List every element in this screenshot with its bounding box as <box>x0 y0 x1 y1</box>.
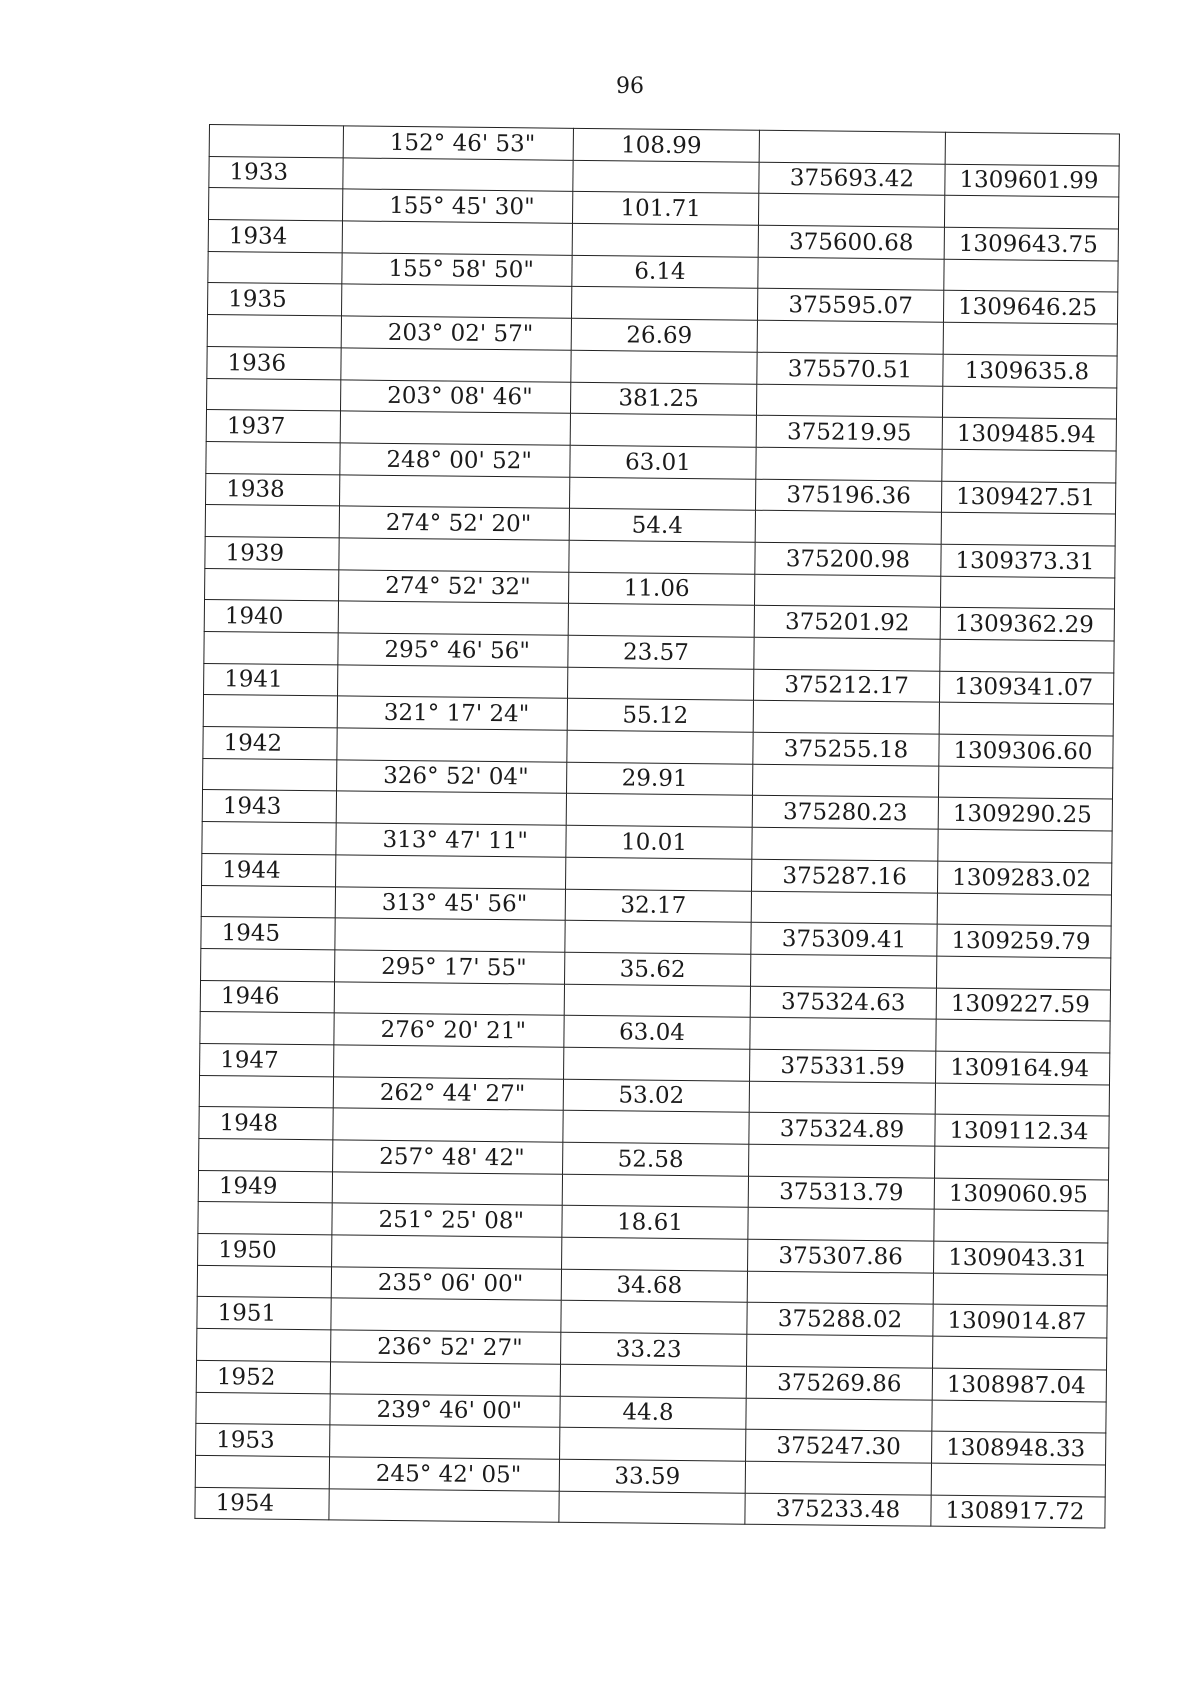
distance-cell: 35.62 <box>565 952 751 986</box>
point-cell <box>207 315 341 348</box>
northing-cell <box>751 891 937 925</box>
bearing-cell <box>343 158 573 192</box>
easting-cell <box>936 1019 1110 1053</box>
easting-cell: 1308987.04 <box>932 1368 1106 1402</box>
point-number-cell: 1941 <box>204 663 338 696</box>
point-number-cell: 1946 <box>200 980 334 1013</box>
northing-cell: 375196.36 <box>755 479 941 513</box>
bearing-cell <box>338 665 568 699</box>
bearing-cell <box>329 1488 559 1522</box>
northing-cell: 375324.89 <box>749 1113 935 1147</box>
point-number-cell: 1950 <box>198 1234 332 1267</box>
bearing-cell: 203° 08' 46" <box>341 379 571 413</box>
northing-cell: 375233.48 <box>745 1493 931 1527</box>
easting-cell <box>934 1210 1108 1244</box>
point-cell <box>203 758 337 791</box>
bearing-cell <box>336 855 566 889</box>
bearing-cell: 295° 46' 56" <box>338 633 568 667</box>
distance-cell: 23.57 <box>568 635 754 669</box>
bearing-cell: 321° 17' 24" <box>337 696 567 730</box>
distance-cell <box>568 604 754 638</box>
distance-cell <box>571 287 757 321</box>
easting-cell <box>935 1146 1109 1180</box>
bearing-cell: 155° 45' 30" <box>342 189 572 223</box>
northing-cell <box>747 1334 933 1368</box>
distance-cell: 381.25 <box>570 382 756 416</box>
northing-cell <box>749 1081 935 1115</box>
easting-cell <box>942 386 1116 420</box>
point-cell <box>208 188 342 221</box>
easting-cell: 1309164.94 <box>935 1051 1109 1085</box>
northing-cell: 375693.42 <box>759 162 945 196</box>
easting-cell <box>940 576 1114 610</box>
easting-cell: 1309643.75 <box>944 227 1118 261</box>
easting-cell: 1309362.29 <box>940 607 1114 641</box>
northing-cell <box>751 954 937 988</box>
bearing-cell <box>341 284 571 318</box>
distance-cell: 11.06 <box>568 572 754 606</box>
bearing-cell: 274° 52' 32" <box>339 570 569 604</box>
distance-cell <box>568 667 754 701</box>
point-number-cell: 1943 <box>202 790 336 823</box>
northing-cell <box>746 1398 932 1432</box>
point-number-cell: 1947 <box>200 1043 334 1076</box>
bearing-cell <box>330 1362 560 1396</box>
northing-cell: 375255.18 <box>753 732 939 766</box>
northing-cell: 375287.16 <box>752 859 938 893</box>
distance-cell: 29.91 <box>567 762 753 796</box>
easting-cell: 1309635.8 <box>943 354 1117 388</box>
bearing-cell <box>337 728 567 762</box>
bearing-cell <box>333 1108 563 1142</box>
northing-cell <box>749 1144 935 1178</box>
distance-cell: 52.58 <box>563 1142 749 1176</box>
easting-cell <box>937 893 1111 927</box>
northing-cell: 375331.59 <box>750 1049 936 1083</box>
northing-cell <box>755 510 941 544</box>
easting-cell: 1309601.99 <box>945 164 1119 198</box>
northing-cell <box>752 764 938 798</box>
easting-cell <box>945 132 1119 166</box>
easting-cell <box>944 259 1118 293</box>
point-cell <box>201 948 335 981</box>
easting-cell <box>942 449 1116 483</box>
point-number-cell: 1949 <box>198 1170 332 1203</box>
easting-cell <box>939 703 1113 737</box>
point-number-cell: 1951 <box>197 1297 331 1330</box>
point-cell <box>208 251 342 284</box>
bearing-cell: 236° 52' 27" <box>331 1330 561 1364</box>
northing-cell: 375288.02 <box>747 1303 933 1337</box>
distance-cell <box>573 160 759 194</box>
point-number-cell: 1937 <box>206 410 340 443</box>
distance-cell <box>566 857 752 891</box>
point-cell <box>203 695 337 728</box>
easting-cell <box>931 1463 1105 1497</box>
easting-cell <box>935 1083 1109 1117</box>
point-cell <box>205 505 339 538</box>
point-number-cell: 1940 <box>204 600 338 633</box>
point-cell <box>204 631 338 664</box>
distance-cell: 63.04 <box>564 1016 750 1050</box>
bearing-cell: 276° 20' 21" <box>334 1013 564 1047</box>
distance-cell: 26.69 <box>571 318 757 352</box>
point-cell <box>200 1012 334 1045</box>
easting-cell: 1308948.33 <box>932 1431 1106 1465</box>
distance-cell <box>569 540 755 574</box>
northing-cell: 375269.86 <box>746 1366 932 1400</box>
point-number-cell: 1938 <box>206 473 340 506</box>
distance-cell <box>562 1174 748 1208</box>
page-number-wrapper <box>0 74 1200 99</box>
distance-cell: 53.02 <box>563 1079 749 1113</box>
northing-cell <box>752 827 938 861</box>
distance-cell: 10.01 <box>566 825 752 859</box>
easting-cell: 1309227.59 <box>936 988 1110 1022</box>
easting-cell <box>941 512 1115 546</box>
northing-cell: 375313.79 <box>748 1176 934 1210</box>
bearing-cell <box>332 1235 562 1269</box>
point-number-cell: 1944 <box>202 853 336 886</box>
distance-cell: 54.4 <box>569 509 755 543</box>
northing-cell <box>756 447 942 481</box>
northing-cell <box>756 384 942 418</box>
bearing-cell: 326° 52' 04" <box>337 760 567 794</box>
northing-cell: 375309.41 <box>751 922 937 956</box>
northing-cell: 375219.95 <box>756 415 942 449</box>
point-number-cell: 1948 <box>199 1107 333 1140</box>
point-cell <box>202 822 336 855</box>
bearing-cell <box>338 601 568 635</box>
northing-cell <box>754 574 940 608</box>
distance-cell <box>566 794 752 828</box>
bearing-cell: 155° 58' 50" <box>342 253 572 287</box>
bearing-cell <box>341 348 571 382</box>
bearing-cell: 262° 44' 27" <box>333 1076 563 1110</box>
bearing-cell <box>342 221 572 255</box>
point-cell <box>206 441 340 474</box>
distance-cell <box>564 1047 750 1081</box>
northing-cell <box>747 1271 933 1305</box>
bearing-cell: 245° 42' 05" <box>329 1457 559 1491</box>
point-number-cell: 1954 <box>195 1487 329 1520</box>
point-cell <box>197 1265 331 1298</box>
distance-cell: 55.12 <box>567 699 753 733</box>
distance-cell <box>564 984 750 1018</box>
distance-cell: 33.59 <box>559 1459 745 1493</box>
easting-cell <box>936 956 1110 990</box>
point-number-cell: 1934 <box>208 220 342 253</box>
northing-cell <box>745 1461 931 1495</box>
distance-cell: 108.99 <box>573 128 759 162</box>
point-cell <box>199 1138 333 1171</box>
bearing-cell <box>331 1298 561 1332</box>
easting-cell: 1309373.31 <box>941 544 1115 578</box>
bearing-cell: 313° 47' 11" <box>336 823 566 857</box>
easting-cell: 1309259.79 <box>937 924 1111 958</box>
easting-cell: 1309043.31 <box>934 1241 1108 1275</box>
point-cell <box>207 378 341 411</box>
bearing-cell <box>332 1172 562 1206</box>
northing-cell <box>754 637 940 671</box>
easting-cell: 1309646.25 <box>943 291 1117 325</box>
point-number-cell: 1936 <box>207 346 341 379</box>
distance-cell <box>561 1301 747 1335</box>
survey-table-body <box>195 125 1120 1529</box>
bearing-cell <box>330 1425 560 1459</box>
easting-cell <box>940 639 1114 673</box>
bearing-cell <box>340 474 570 508</box>
northing-cell <box>750 1017 936 1051</box>
distance-cell: 101.71 <box>572 192 758 226</box>
distance-cell <box>569 477 755 511</box>
point-number-cell: 1933 <box>209 156 343 189</box>
bearing-cell: 313° 45' 56" <box>335 886 565 920</box>
easting-cell <box>938 766 1112 800</box>
easting-cell: 1308917.72 <box>931 1495 1105 1529</box>
northing-cell <box>758 194 944 228</box>
easting-cell: 1309290.25 <box>938 798 1112 832</box>
bearing-cell: 203° 02' 57" <box>341 316 571 350</box>
point-cell <box>205 568 339 601</box>
distance-cell <box>559 1491 745 1525</box>
bearing-cell <box>334 1045 564 1079</box>
bearing-cell: 251° 25' 08" <box>332 1203 562 1237</box>
bearing-cell: 239° 46' 00" <box>330 1393 560 1427</box>
bearing-cell: 295° 17' 55" <box>335 950 565 984</box>
bearing-cell <box>340 411 570 445</box>
easting-cell: 1309112.34 <box>935 1114 1109 1148</box>
point-cell <box>197 1329 331 1362</box>
point-number-cell: 1935 <box>208 283 342 316</box>
bearing-cell: 235° 06' 00" <box>331 1267 561 1301</box>
northing-cell: 375247.30 <box>746 1429 932 1463</box>
easting-cell: 1309014.87 <box>933 1305 1107 1339</box>
bearing-cell: 152° 46' 53" <box>343 126 573 160</box>
distance-cell: 32.17 <box>565 889 751 923</box>
point-cell <box>199 1075 333 1108</box>
easting-cell: 1309060.95 <box>934 1178 1108 1212</box>
northing-cell: 375200.98 <box>755 542 941 576</box>
distance-cell <box>565 920 751 954</box>
point-number-cell: 1939 <box>205 536 339 569</box>
point-number-cell: 1945 <box>201 917 335 950</box>
northing-cell <box>753 701 939 735</box>
distance-cell: 44.8 <box>560 1396 746 1430</box>
point-cell <box>209 125 343 158</box>
distance-cell <box>560 1364 746 1398</box>
distance-cell <box>567 730 753 764</box>
northing-cell: 375595.07 <box>757 289 943 323</box>
point-number-cell: 1942 <box>203 727 337 760</box>
easting-cell <box>938 829 1112 863</box>
point-number-cell: 1953 <box>196 1424 330 1457</box>
bearing-cell <box>335 918 565 952</box>
point-cell <box>196 1392 330 1425</box>
easting-cell: 1309283.02 <box>937 861 1111 895</box>
bearing-cell: 257° 48' 42" <box>333 1140 563 1174</box>
bearing-cell <box>336 791 566 825</box>
bearing-cell <box>339 538 569 572</box>
northing-cell: 375212.17 <box>753 669 939 703</box>
point-cell <box>195 1455 329 1488</box>
page-number: 96 <box>616 74 644 99</box>
easting-cell <box>932 1400 1106 1434</box>
distance-cell: 6.14 <box>572 255 758 289</box>
distance-cell <box>570 413 756 447</box>
distance-cell <box>563 1111 749 1145</box>
northing-cell: 375324.63 <box>750 986 936 1020</box>
bearing-cell: 274° 52' 20" <box>339 506 569 540</box>
northing-cell <box>748 1208 934 1242</box>
distance-cell: 33.23 <box>561 1332 747 1366</box>
bearing-cell: 248° 00' 52" <box>340 443 570 477</box>
distance-cell <box>571 350 757 384</box>
northing-cell: 375201.92 <box>754 606 940 640</box>
northing-cell <box>758 257 944 291</box>
easting-cell: 1309306.60 <box>939 734 1113 768</box>
easting-cell: 1309341.07 <box>939 671 1113 705</box>
northing-cell: 375307.86 <box>748 1239 934 1273</box>
northing-cell <box>759 130 945 164</box>
distance-cell <box>562 1237 748 1271</box>
easting-cell <box>944 196 1118 230</box>
northing-cell <box>757 320 943 354</box>
easting-cell: 1309485.94 <box>942 417 1116 451</box>
northing-cell: 375600.68 <box>758 225 944 259</box>
distance-cell <box>560 1427 746 1461</box>
northing-cell: 375570.51 <box>757 352 943 386</box>
distance-cell: 63.01 <box>570 445 756 479</box>
point-cell <box>201 885 335 918</box>
bearing-cell <box>334 981 564 1015</box>
survey-coordinate-table <box>194 124 1120 1529</box>
easting-cell: 1309427.51 <box>941 481 1115 515</box>
distance-cell: 34.68 <box>561 1269 747 1303</box>
point-cell <box>198 1202 332 1235</box>
easting-cell <box>933 1273 1107 1307</box>
easting-cell <box>933 1336 1107 1370</box>
point-number-cell: 1952 <box>196 1360 330 1393</box>
distance-cell: 18.61 <box>562 1206 748 1240</box>
distance-cell <box>572 223 758 257</box>
easting-cell <box>943 322 1117 356</box>
northing-cell: 375280.23 <box>752 796 938 830</box>
